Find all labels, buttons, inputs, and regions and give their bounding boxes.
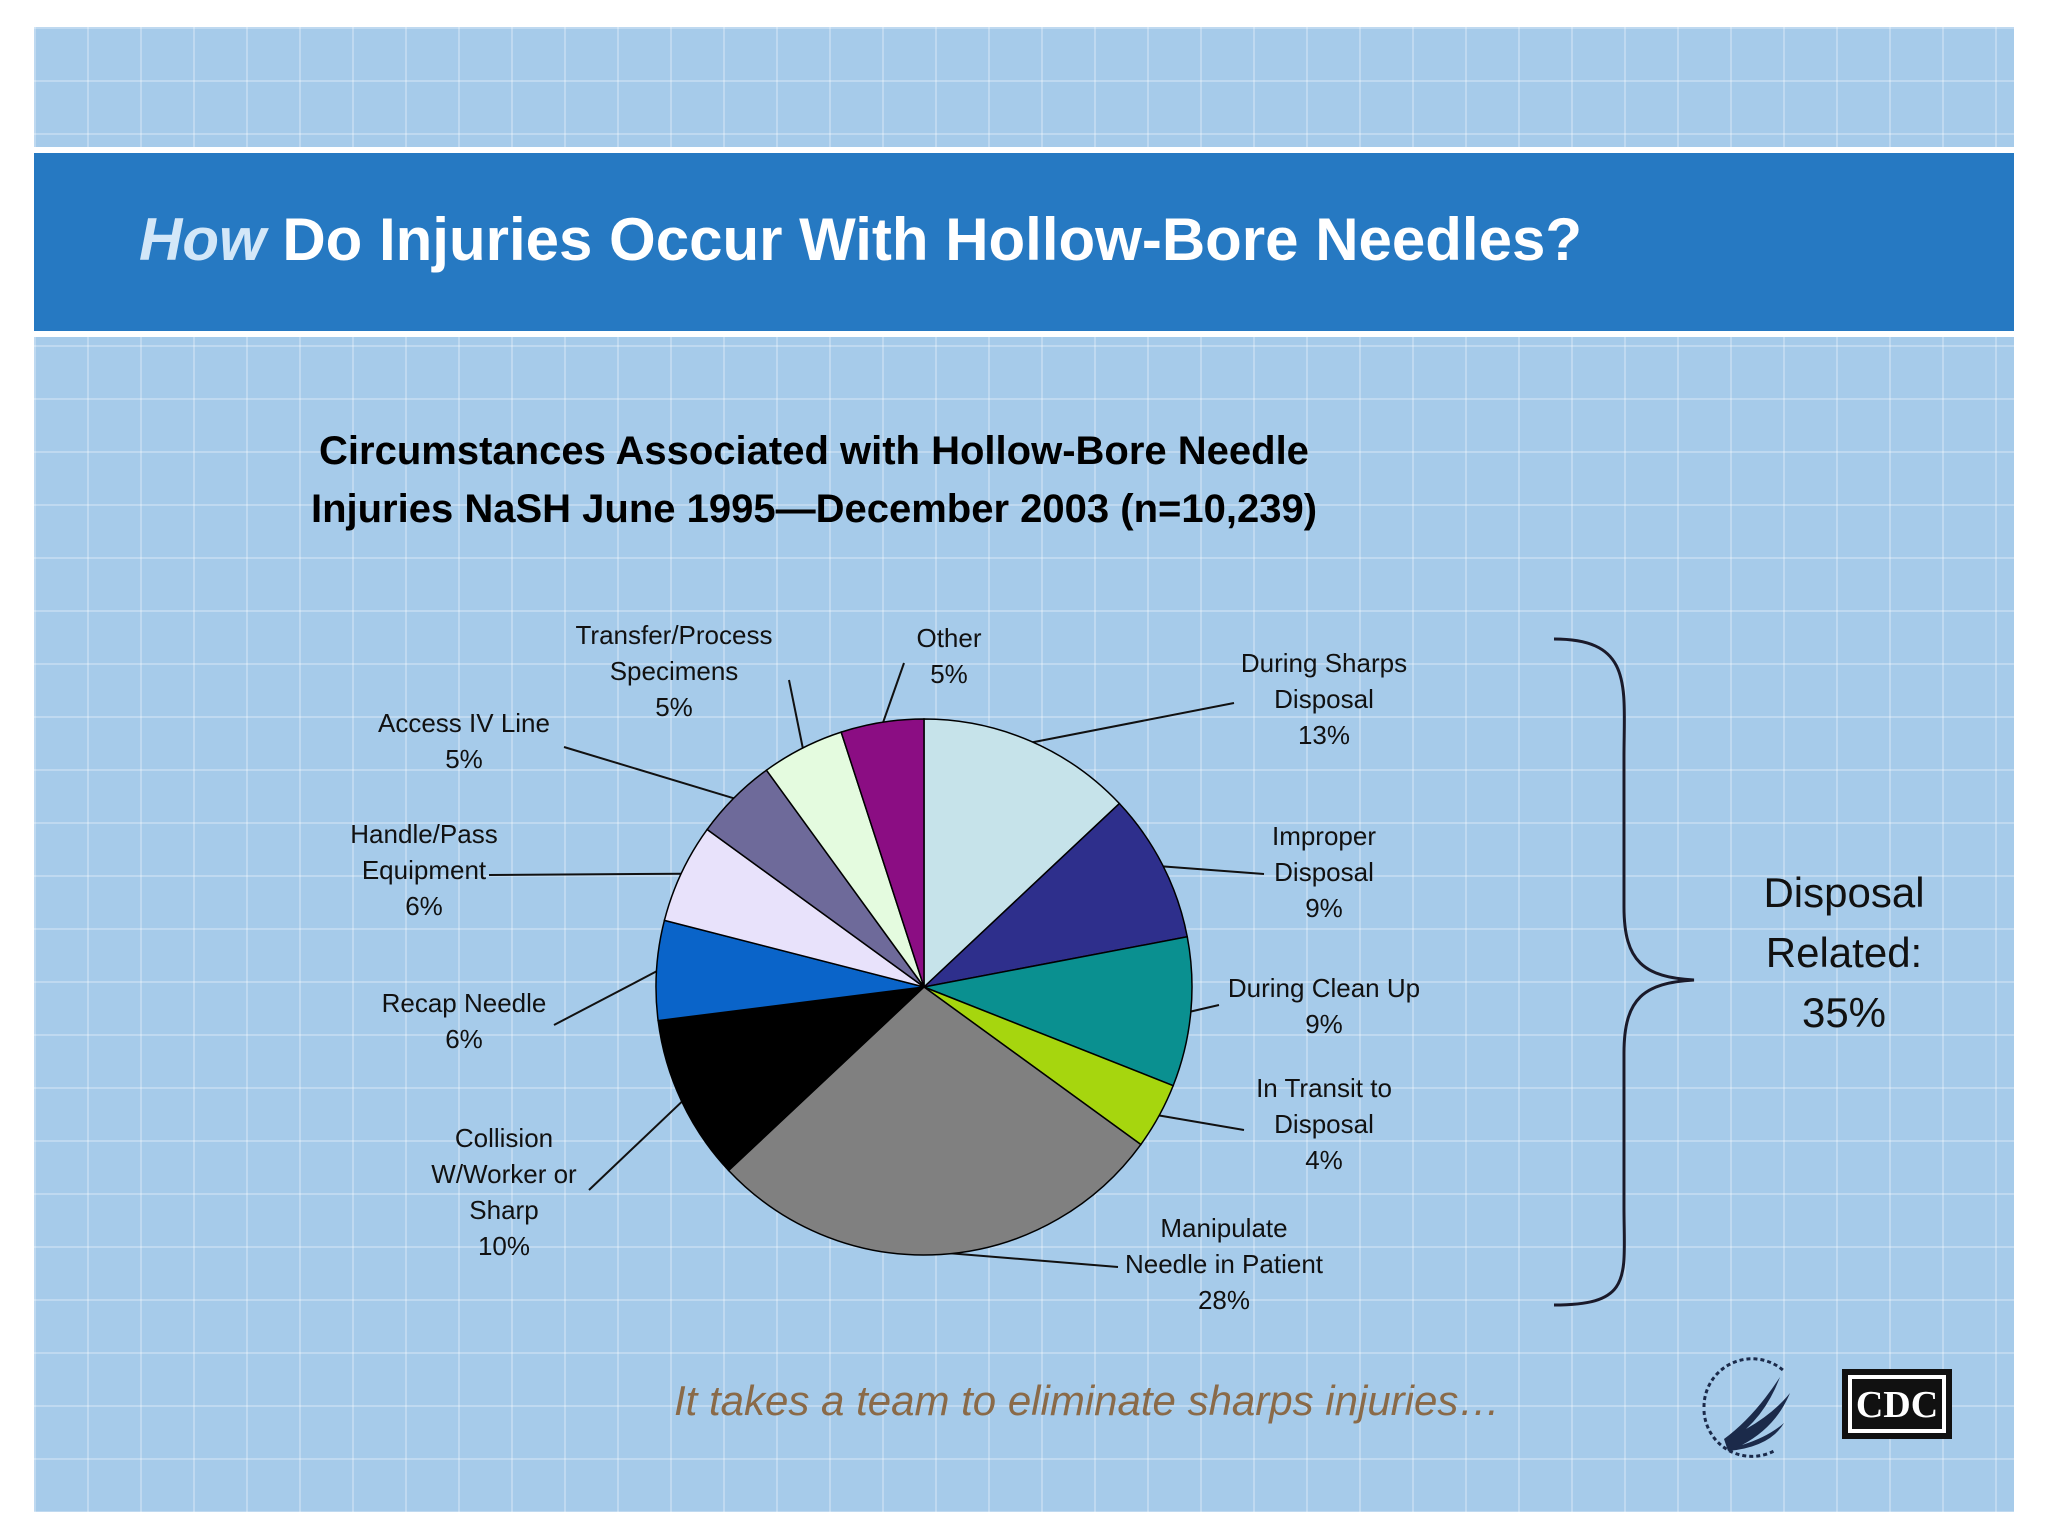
slice-label xyxy=(1256,1073,1392,1175)
slice-label-line: Collision xyxy=(454,1123,554,1153)
disposal-related-label xyxy=(1763,869,1924,1036)
leader-line xyxy=(1030,703,1234,743)
disposal-related-line: 35% xyxy=(1801,989,1887,1036)
pie-chart xyxy=(34,27,2014,1512)
slice-label-line: Sharp xyxy=(469,1195,539,1225)
slice-label xyxy=(1125,1213,1324,1315)
slice-label-line: During Sharps xyxy=(1240,648,1408,678)
cdc-logo xyxy=(1842,1369,1952,1439)
slice-label-line: Handle/Pass xyxy=(350,819,498,849)
slice-label xyxy=(1241,648,1407,750)
slice-label-line: 5% xyxy=(930,659,968,689)
slice-label xyxy=(576,620,773,722)
chart-title-line-2: Injuries NaSH June 1995—December 2003 (n=10,239) xyxy=(310,487,1318,531)
leader-line xyxy=(1161,866,1264,874)
slice-label-line: Disposal xyxy=(1274,1109,1374,1139)
slice-label-line: 5% xyxy=(655,692,693,722)
slice-label-line: Manipulate xyxy=(1160,1213,1288,1243)
leader-line xyxy=(1157,1115,1244,1130)
pie-slices xyxy=(656,719,1192,1255)
chart-title-line-1: Circumstances Associated with Hollow-Bore Needle xyxy=(319,429,1309,473)
title-rest: Do Injuries Occur With Hollow-Bore Needles? xyxy=(265,206,1582,273)
disposal-related-line: Disposal xyxy=(1763,869,1925,916)
slice-label-line: Improper xyxy=(1271,821,1377,851)
leader-line xyxy=(882,663,904,724)
slice-label-line: Disposal xyxy=(1274,857,1374,887)
slice-label-line: 28% xyxy=(1197,1285,1251,1315)
slice-label-line: 9% xyxy=(1305,1009,1343,1039)
cdc-logo-text: CDC xyxy=(1855,1384,1939,1426)
slice-label-line: 9% xyxy=(1305,893,1343,923)
slice-label-line: 6% xyxy=(405,891,443,921)
leader-line xyxy=(564,747,736,799)
slice-label-line: Equipment xyxy=(361,855,487,885)
slice-label-line: Recap Needle xyxy=(381,988,547,1018)
slice-label xyxy=(431,1123,577,1261)
disposal-related-line: Related: xyxy=(1765,929,1923,976)
slice-label xyxy=(350,819,497,921)
slice-label-line: In Transit to xyxy=(1256,1073,1392,1103)
logos xyxy=(1684,1347,2004,1467)
slice-label-line: 6% xyxy=(445,1024,483,1054)
slice-label xyxy=(916,623,981,689)
leader-line xyxy=(554,970,659,1025)
slice-label-line: Specimens xyxy=(609,656,739,686)
slice-label-line: 13% xyxy=(1297,720,1351,750)
leader-line xyxy=(789,680,803,750)
tagline: It takes a team to eliminate sharps injuries… xyxy=(674,1377,1501,1424)
slice-label-line: Transfer/Process xyxy=(575,620,773,650)
leader-line xyxy=(941,1253,1118,1268)
slice-label-line: Disposal xyxy=(1274,684,1374,714)
hhs-seal-icon xyxy=(1704,1359,1790,1457)
slice-label-line: During Clean Up xyxy=(1227,973,1421,1003)
title-emphasis: How xyxy=(139,206,266,273)
slice-label-line: W/Worker or xyxy=(431,1159,577,1189)
slice-label-line: 5% xyxy=(445,744,483,774)
slide xyxy=(34,27,2014,1512)
slice-label xyxy=(1228,973,1420,1039)
slice-label-line: Access IV Line xyxy=(378,708,550,738)
slice-label xyxy=(378,708,550,774)
leader-line xyxy=(589,1100,683,1190)
slice-label-line: 10% xyxy=(477,1231,531,1261)
slice-label xyxy=(382,988,547,1054)
slice-label-line: Needle in Patient xyxy=(1124,1249,1324,1279)
slice-label-line: 4% xyxy=(1305,1145,1343,1175)
disposal-bracket xyxy=(1554,639,1694,1305)
slice-label-line: Other xyxy=(916,623,982,653)
leader-line xyxy=(1189,1005,1219,1012)
leader-line xyxy=(489,874,683,875)
slice-label xyxy=(1272,821,1376,923)
